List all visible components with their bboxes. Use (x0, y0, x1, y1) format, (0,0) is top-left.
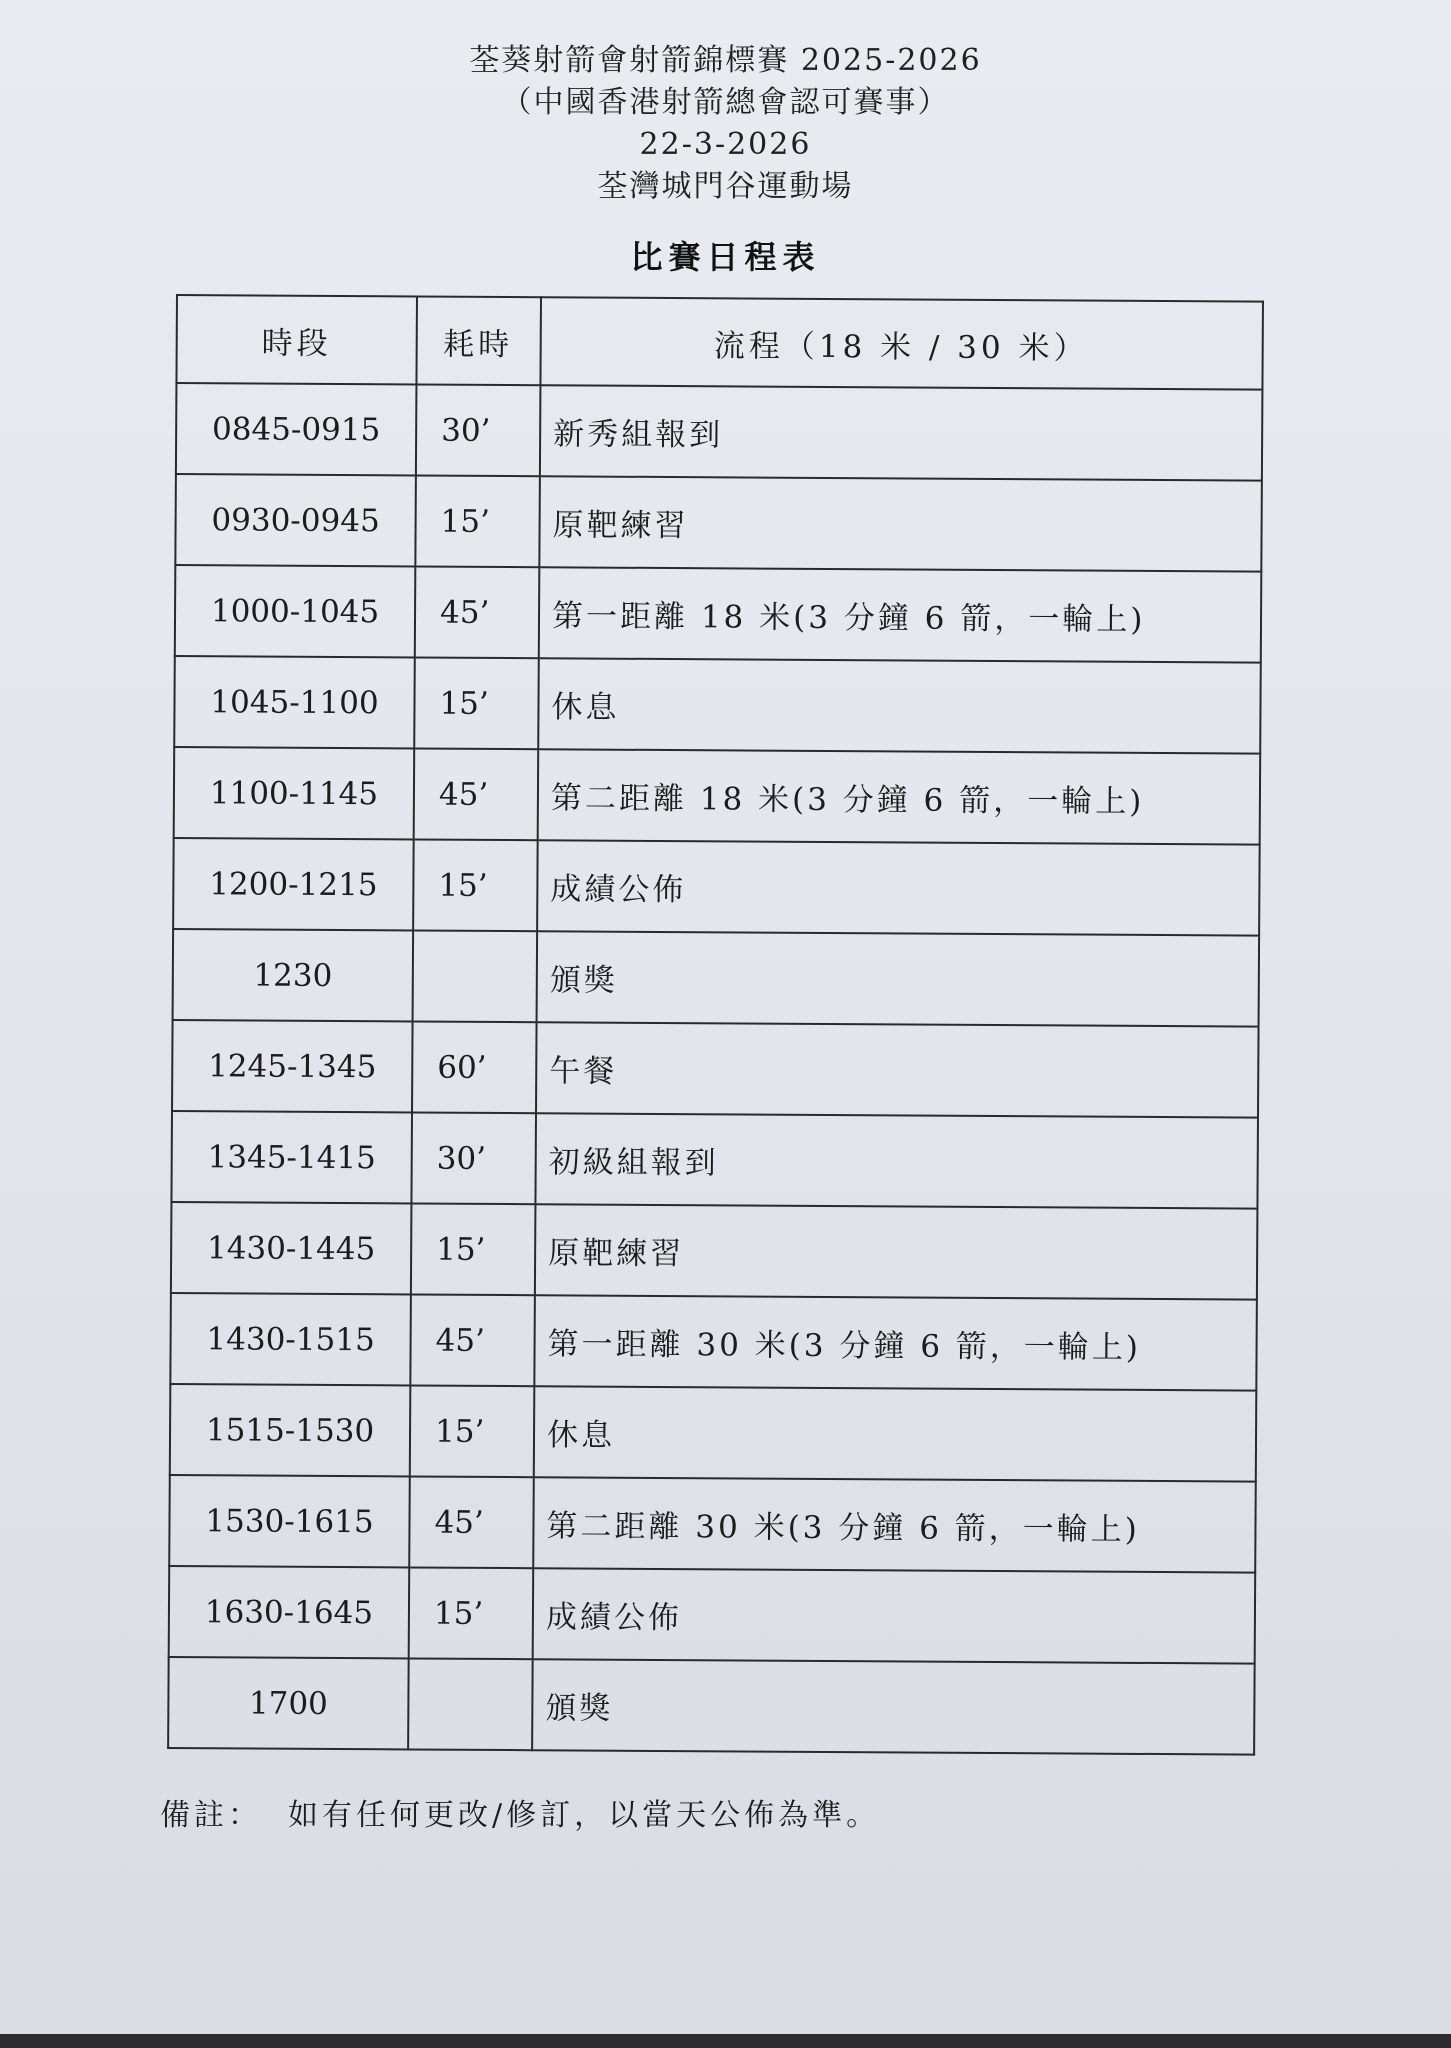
duration-cell (408, 1658, 533, 1750)
time-cell: 1515-1530 (170, 1384, 411, 1476)
schedule-table (167, 294, 1264, 1756)
time-cell: 1245-1345 (172, 1020, 413, 1112)
procedure-cell: 成績公佈 (537, 840, 1260, 935)
time-cell: 1045-1100 (174, 656, 415, 748)
duration-cell: 15’ (414, 657, 539, 749)
duration-cell: 60’ (412, 1021, 537, 1113)
table-row (168, 1657, 1255, 1755)
event-venue: 荃灣城門谷運動場 (597, 169, 854, 204)
duration-cell: 45’ (415, 566, 540, 658)
procedure-cell: 頒獎 (537, 931, 1260, 1026)
table-row (173, 838, 1260, 936)
time-cell: 1700 (168, 1657, 409, 1749)
event-date: 22-3-2026 (639, 127, 812, 162)
procedure-cell: 原靶練習 (535, 1204, 1258, 1299)
surface-edge (0, 2034, 1451, 2048)
procedure-cell: 午餐 (536, 1022, 1259, 1117)
duration-cell: 15’ (413, 839, 538, 931)
table-row (175, 565, 1262, 663)
duration-cell: 15’ (411, 1203, 536, 1295)
time-cell: 1430-1515 (170, 1293, 411, 1385)
document-header (0, 40, 1451, 208)
event-sanction: （中國香港射箭總會認可賽事） (501, 85, 950, 120)
table-row (174, 747, 1261, 845)
table-header-row (176, 295, 1263, 390)
duration-cell: 15’ (410, 1385, 535, 1477)
duration-cell: 15’ (409, 1567, 534, 1659)
time-cell: 1630-1645 (169, 1566, 410, 1658)
time-cell: 1100-1145 (174, 747, 415, 839)
table-row (173, 929, 1260, 1027)
procedure-cell: 休息 (538, 658, 1261, 753)
remark-note (160, 1790, 880, 1834)
time-cell: 1530-1615 (169, 1475, 410, 1567)
procedure-cell: 原靶練習 (539, 476, 1262, 571)
procedure-cell: 第二距離 18 米(3 分鐘 6 箭，一輪上) (538, 749, 1261, 844)
table-row (169, 1475, 1256, 1573)
header-duration: 耗時 (416, 296, 541, 385)
remark-text: 如有任何更改/修訂，以當天公佈為準。 (288, 1798, 881, 1833)
schedule-title: 比賽日程表 (630, 238, 821, 276)
procedure-cell: 新秀組報到 (540, 385, 1263, 480)
procedure-cell: 頒獎 (532, 1659, 1255, 1754)
table-row (175, 474, 1262, 572)
header-time: 時段 (176, 295, 417, 384)
procedure-cell: 休息 (534, 1386, 1257, 1481)
table-row (174, 656, 1261, 754)
table-row (170, 1293, 1257, 1391)
table-row (171, 1111, 1258, 1209)
duration-cell: 30’ (416, 384, 541, 476)
table-row (172, 1020, 1259, 1118)
time-cell: 1000-1045 (175, 565, 416, 657)
duration-cell: 45’ (410, 1294, 535, 1386)
event-title: 荃葵射箭會射箭錦標賽 2025-2026 (469, 43, 982, 78)
duration-cell (413, 930, 538, 1022)
procedure-cell: 初級組報到 (535, 1113, 1258, 1208)
procedure-cell: 第一距離 30 米(3 分鐘 6 箭，一輪上) (534, 1295, 1257, 1390)
time-cell: 1345-1415 (171, 1111, 412, 1203)
duration-cell: 45’ (414, 748, 539, 840)
duration-cell: 15’ (415, 475, 540, 567)
time-cell: 0845-0915 (176, 383, 417, 475)
duration-cell: 45’ (409, 1476, 534, 1568)
procedure-cell: 成績公佈 (533, 1568, 1256, 1663)
time-cell: 0930-0945 (175, 474, 416, 566)
header-procedure: 流程（18 米 / 30 米） (540, 297, 1263, 389)
procedure-cell: 第一距離 18 米(3 分鐘 6 箭，一輪上) (539, 567, 1262, 662)
remark-label: 備註： (160, 1798, 262, 1833)
time-cell: 1230 (173, 929, 414, 1021)
table-row (171, 1202, 1258, 1300)
table-row (170, 1384, 1257, 1482)
time-cell: 1200-1215 (173, 838, 414, 930)
table-row (176, 383, 1263, 481)
time-cell: 1430-1445 (171, 1202, 412, 1294)
procedure-cell: 第二距離 30 米(3 分鐘 6 箭，一輪上) (533, 1477, 1256, 1572)
duration-cell: 30’ (411, 1112, 536, 1204)
table-row (169, 1566, 1256, 1664)
